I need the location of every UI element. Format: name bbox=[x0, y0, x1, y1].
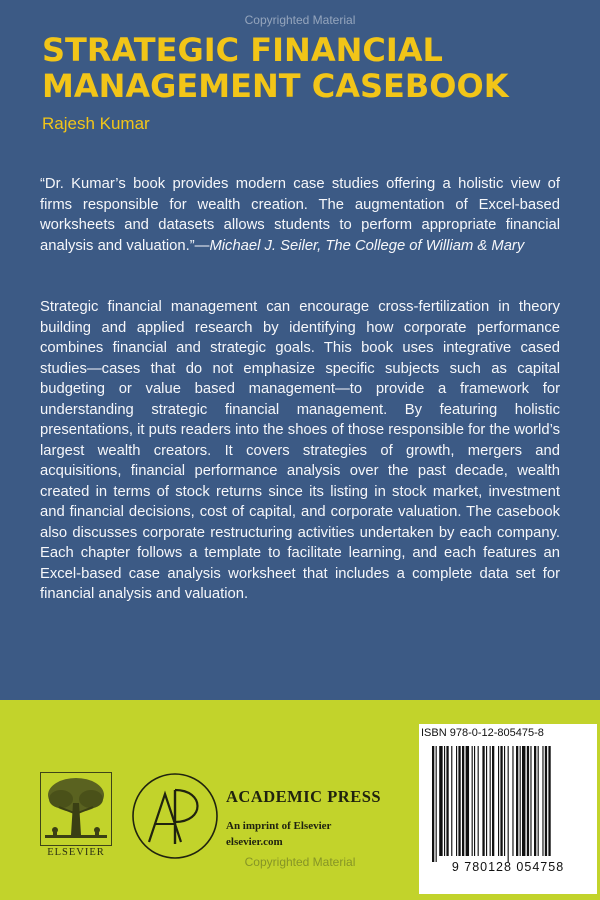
barcode-bar bbox=[456, 746, 457, 856]
endorsement-text: “Dr. Kumar’s book provides modern case studies offering a holistic view of firms responsible for wealth creation. The augmentation of Excel-based worksheets and datasets allows students to perform appropriate financial analysis and valuation.”— bbox=[40, 176, 560, 254]
barcode-bar bbox=[516, 746, 518, 856]
barcode-bar bbox=[436, 746, 437, 862]
barcode-bar bbox=[548, 746, 550, 856]
barcode-bar bbox=[451, 746, 452, 856]
academic-press-ap-logo bbox=[131, 772, 219, 860]
barcode-bar bbox=[490, 746, 491, 856]
barcode-bar bbox=[527, 746, 529, 856]
imprint-line: An imprint of Elsevier bbox=[226, 820, 332, 832]
barcode-bar bbox=[446, 746, 448, 856]
watermark-bottom: Copyrighted Material bbox=[244, 855, 356, 869]
elsevier-tree-logo bbox=[40, 772, 112, 846]
barcode-bar bbox=[545, 746, 547, 856]
barcode-bar bbox=[444, 746, 445, 856]
book-author: Rajesh Kumar bbox=[42, 114, 150, 133]
endorsement-quote bbox=[40, 174, 560, 256]
barcode-bar bbox=[472, 746, 473, 856]
barcode-bar bbox=[522, 746, 525, 856]
barcode-bar bbox=[492, 746, 494, 856]
barcode-bar bbox=[508, 746, 509, 862]
elsevier-wordmark: ELSEVIER bbox=[47, 847, 105, 858]
barcode-bar bbox=[498, 746, 499, 856]
barcode-bar bbox=[534, 746, 536, 856]
barcode-bar bbox=[542, 746, 543, 856]
barcode-bar bbox=[520, 746, 521, 856]
academic-press-name: ACADEMIC PRESS bbox=[226, 787, 382, 806]
watermark-top: Copyrighted Material bbox=[244, 13, 356, 27]
barcode-number: 9 780128 054758 bbox=[451, 860, 565, 874]
barcode-bar bbox=[486, 746, 487, 856]
barcode-bar bbox=[478, 746, 479, 856]
barcode-bar bbox=[538, 746, 539, 856]
barcode-bar bbox=[466, 746, 469, 856]
barcode-bar bbox=[439, 746, 442, 856]
barcode-bar bbox=[512, 746, 513, 856]
barcode-bar bbox=[530, 746, 531, 856]
book-title: STRATEGIC FINANCIAL MANAGEMENT CASEBOOK bbox=[42, 31, 509, 105]
barcode-bar bbox=[500, 746, 502, 856]
barcode-bar bbox=[504, 746, 505, 856]
barcode-bar bbox=[482, 746, 484, 856]
isbn-barcode bbox=[430, 746, 590, 864]
barcode-bar bbox=[462, 746, 464, 856]
endorsement-attribution: Michael J. Seiler, The College of William & Mary bbox=[209, 237, 525, 254]
isbn-label: ISBN 978-0-12-805475-8 bbox=[421, 727, 544, 739]
publisher-website: elsevier.com bbox=[226, 836, 283, 848]
barcode-bar bbox=[458, 746, 460, 856]
barcode-bar bbox=[474, 746, 475, 856]
book-description: Strategic financial management can encourage cross-fertilization in theory building and applied research by identifying how corporate performance combines financial and strategic goals. This book uses integrative cased studies—cases that do not emphasize specific subjects such as capital budgeting or value based management—to provide a framework for understanding strategic financial management. By featuring holistic presentations, it puts readers into the shoes of those responsible for the world’s largest wealth creators. It covers strategies of growth, mergers and acquisitions, financial performance analysis over the past decade, wealth created in terms of stock returns since its listing in stock market, investment and financial decisions, cost of capital, and corporate valuation. The casebook also discusses corporate restructuring activities undertaken by each company. Each chapter follows a template to facilitate learning, and each features an Excel-based case analysis worksheet that includes a complete data set for financial analysis and valuation. bbox=[40, 299, 560, 602]
tree-icon bbox=[41, 773, 111, 845]
barcode-bar bbox=[432, 746, 434, 862]
